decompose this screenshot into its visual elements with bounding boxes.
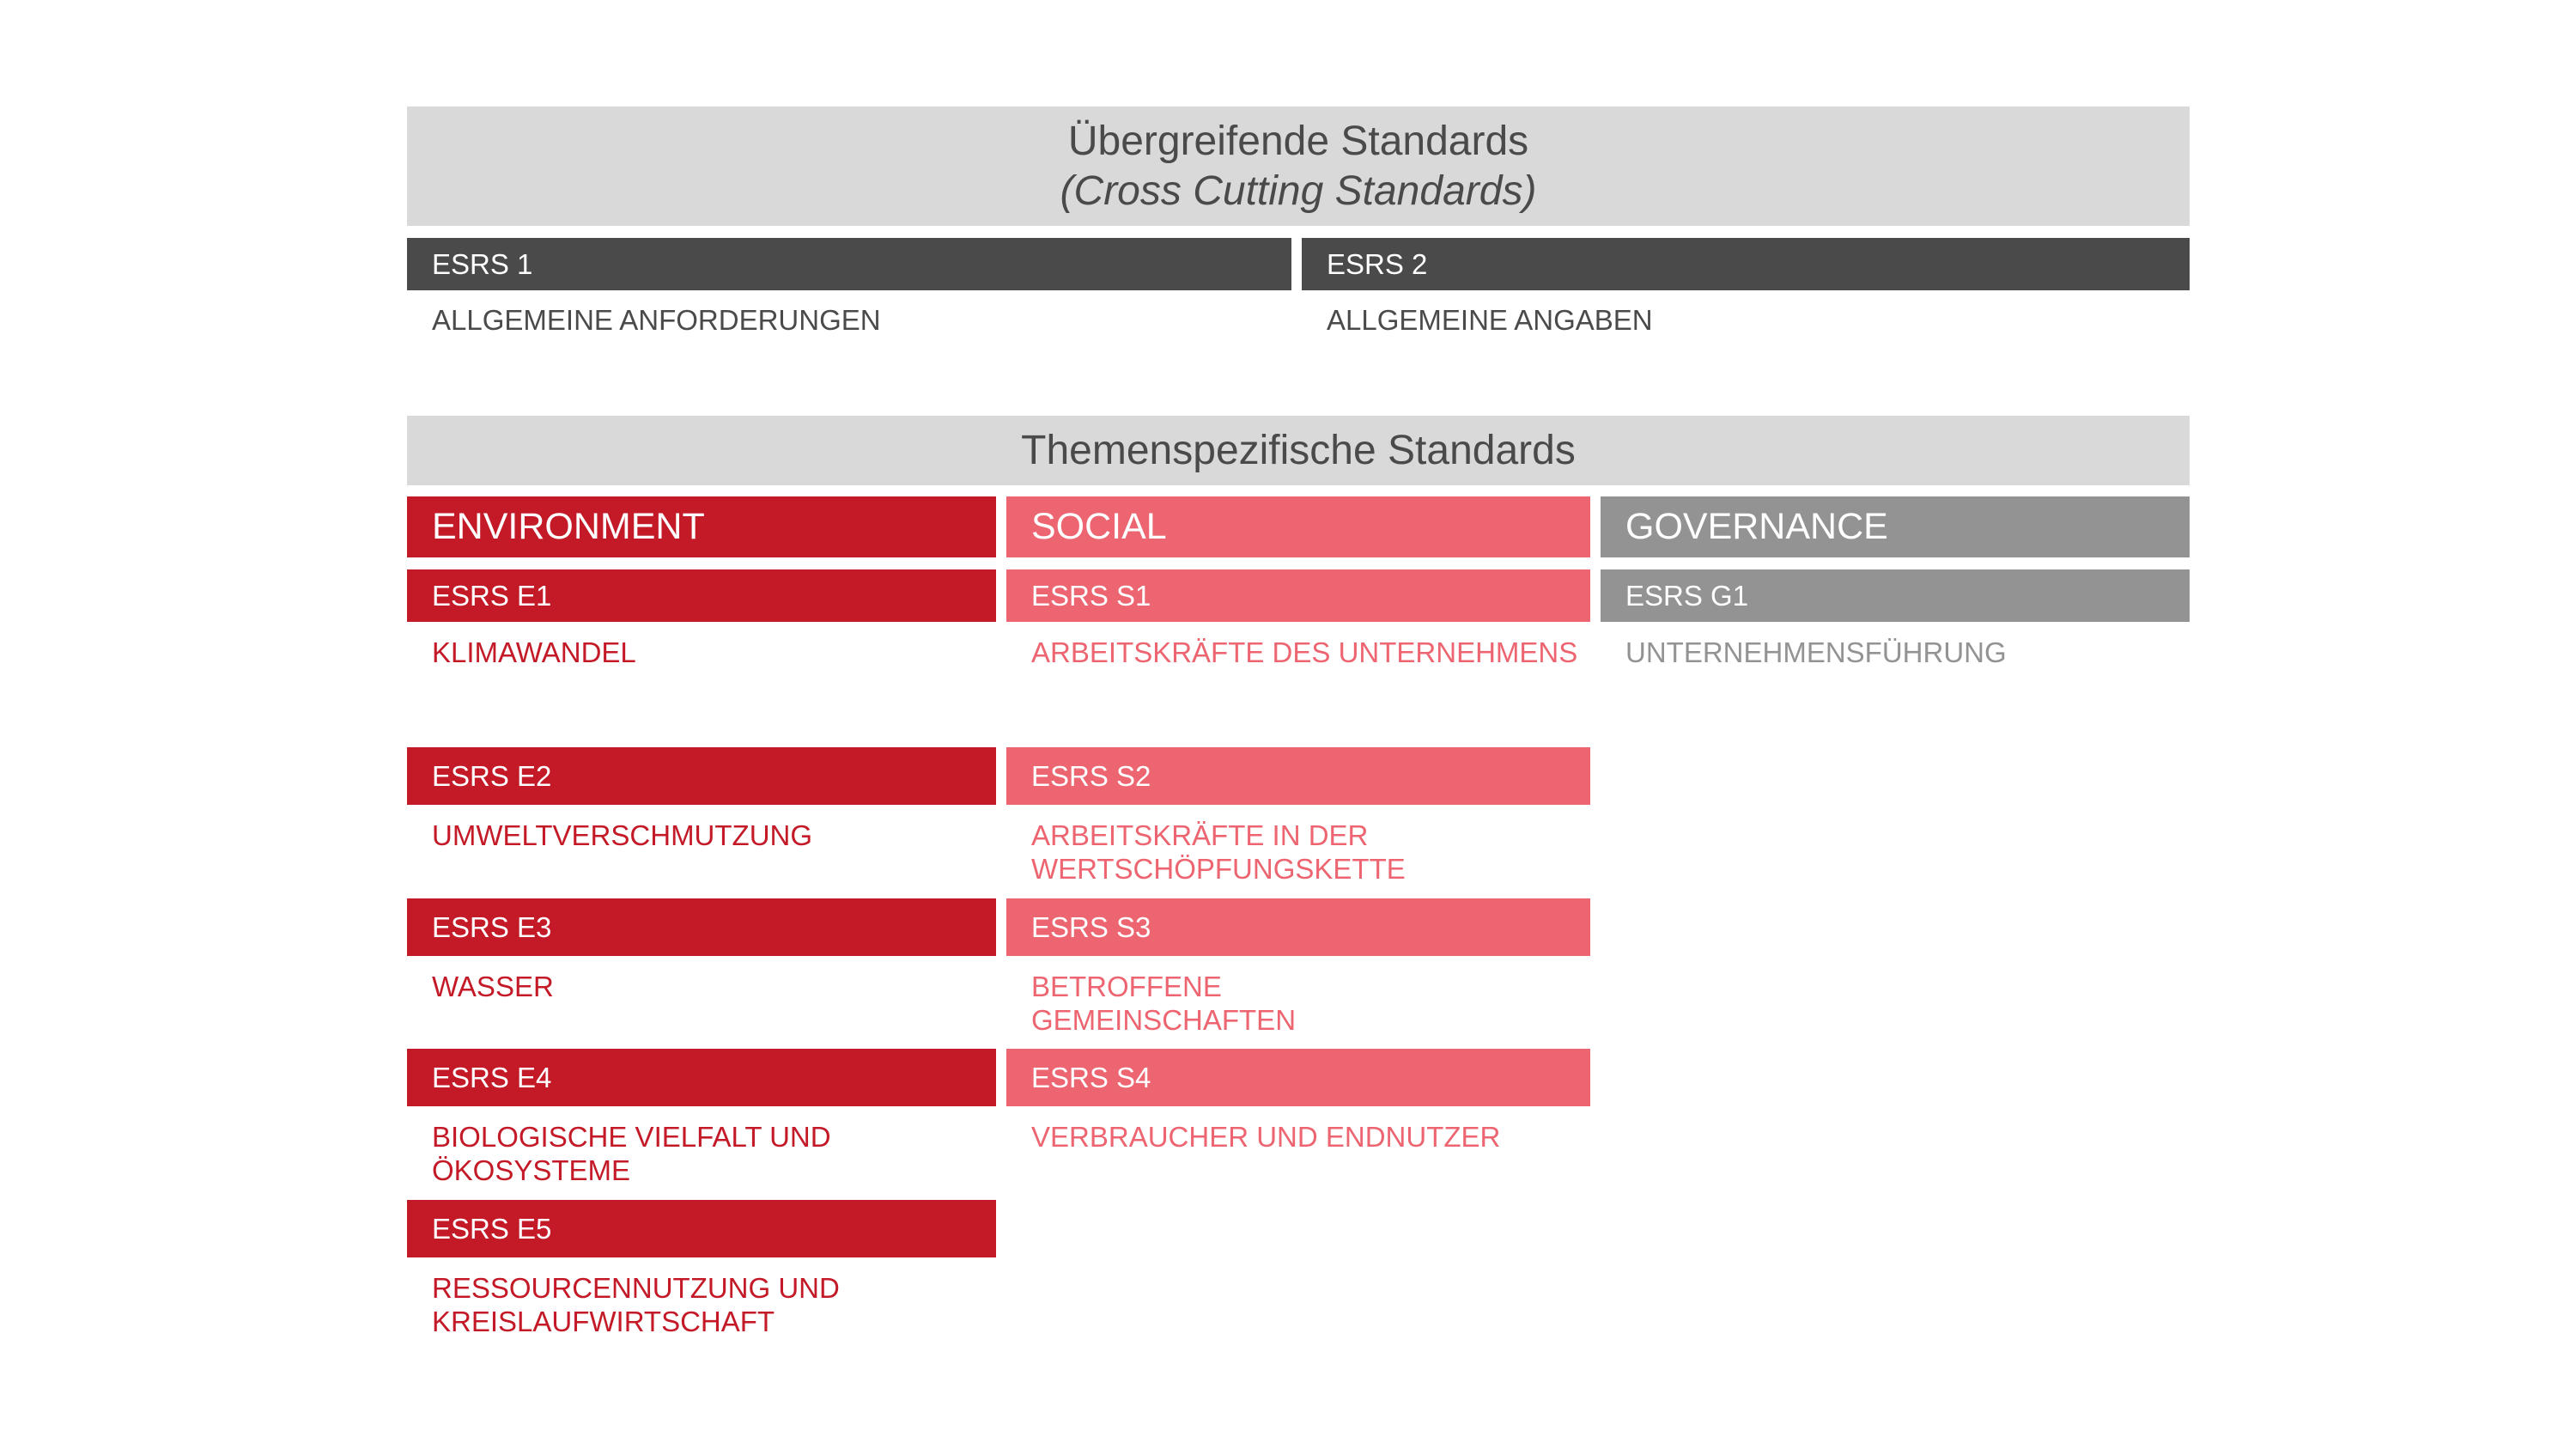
category-social <box>1006 496 1590 557</box>
esrs-s3-description: BETROFFENE GEMEINSCHAFTEN <box>1031 971 1297 1036</box>
esrs-s1-description: ARBEITSKRÄFTE DES UNTERNEHMENS <box>1031 636 1578 668</box>
esrs-1-bar <box>407 238 1291 290</box>
esrs-e1-bar <box>407 569 996 622</box>
esrs-e4-code: ESRS E4 <box>432 1061 552 1093</box>
topical-banner <box>407 416 2190 485</box>
esrs-s4-description: VERBRAUCHER UND ENDNUTZER <box>1031 1121 1501 1153</box>
esrs-s2-bar <box>1006 747 1590 805</box>
category-environment-label: ENVIRONMENT <box>432 506 705 547</box>
esrs-1-code: ESRS 1 <box>432 247 533 280</box>
esrs-e5-code: ESRS E5 <box>432 1212 552 1245</box>
esrs-g1-bar <box>1601 569 2190 622</box>
esrs-s1-bar <box>1006 569 1590 622</box>
cross-cutting-title: Übergreifende Standards <box>1067 119 1529 164</box>
esrs-g1-description: UNTERNEHMENSFÜHRUNG <box>1625 636 2007 668</box>
esrs-s1-code: ESRS S1 <box>1031 579 1151 612</box>
esrs-e2-code: ESRS E2 <box>432 759 552 792</box>
esrs-e1-code: ESRS E1 <box>432 579 552 612</box>
esrs-2-bar <box>1302 238 2190 290</box>
esrs-1-description: ALLGEMEINE ANFORDERUNGEN <box>432 304 881 336</box>
esrs-e5-bar <box>407 1200 996 1257</box>
esrs-s2-code: ESRS S2 <box>1031 759 1151 792</box>
esrs-2-description: ALLGEMEINE ANGABEN <box>1327 304 1653 336</box>
esrs-g1-code: ESRS G1 <box>1625 579 1749 612</box>
topical-title: Themenspezifische Standards <box>1021 427 1576 473</box>
esrs-e4-description: BIOLOGISCHE VIELFALT UND ÖKOSYSTEME <box>432 1121 831 1186</box>
cross-cutting-banner <box>407 107 2190 226</box>
category-social-label: SOCIAL <box>1031 506 1167 547</box>
esrs-s3-bar <box>1006 898 1590 956</box>
esrs-s3-code: ESRS S3 <box>1031 910 1151 943</box>
category-environment <box>407 496 996 557</box>
esrs-2-code: ESRS 2 <box>1327 247 1428 280</box>
esrs-e1-description: KLIMAWANDEL <box>432 636 636 668</box>
esrs-e2-bar <box>407 747 996 805</box>
esrs-s4-bar <box>1006 1049 1590 1106</box>
esrs-s2-description: ARBEITSKRÄFTE IN DER WERTSCHÖPFUNGSKETTE <box>1031 819 1406 885</box>
esrs-e3-description: WASSER <box>432 971 554 1002</box>
category-governance-label: GOVERNANCE <box>1625 506 1888 547</box>
esrs-e5-description: RESSOURCENNUTZUNG UND KREISLAUFWIRTSCHAFT <box>432 1272 840 1337</box>
esrs-s4-code: ESRS S4 <box>1031 1061 1151 1093</box>
esrs-e4-bar <box>407 1049 996 1106</box>
cross-cutting-subtitle: (Cross Cutting Standards) <box>1060 168 1537 214</box>
esrs-e3-code: ESRS E3 <box>432 910 552 943</box>
esrs-e2-description: UMWELTVERSCHMUTZUNG <box>432 819 813 851</box>
category-governance <box>1601 496 2190 557</box>
esrs-e3-bar <box>407 898 996 956</box>
